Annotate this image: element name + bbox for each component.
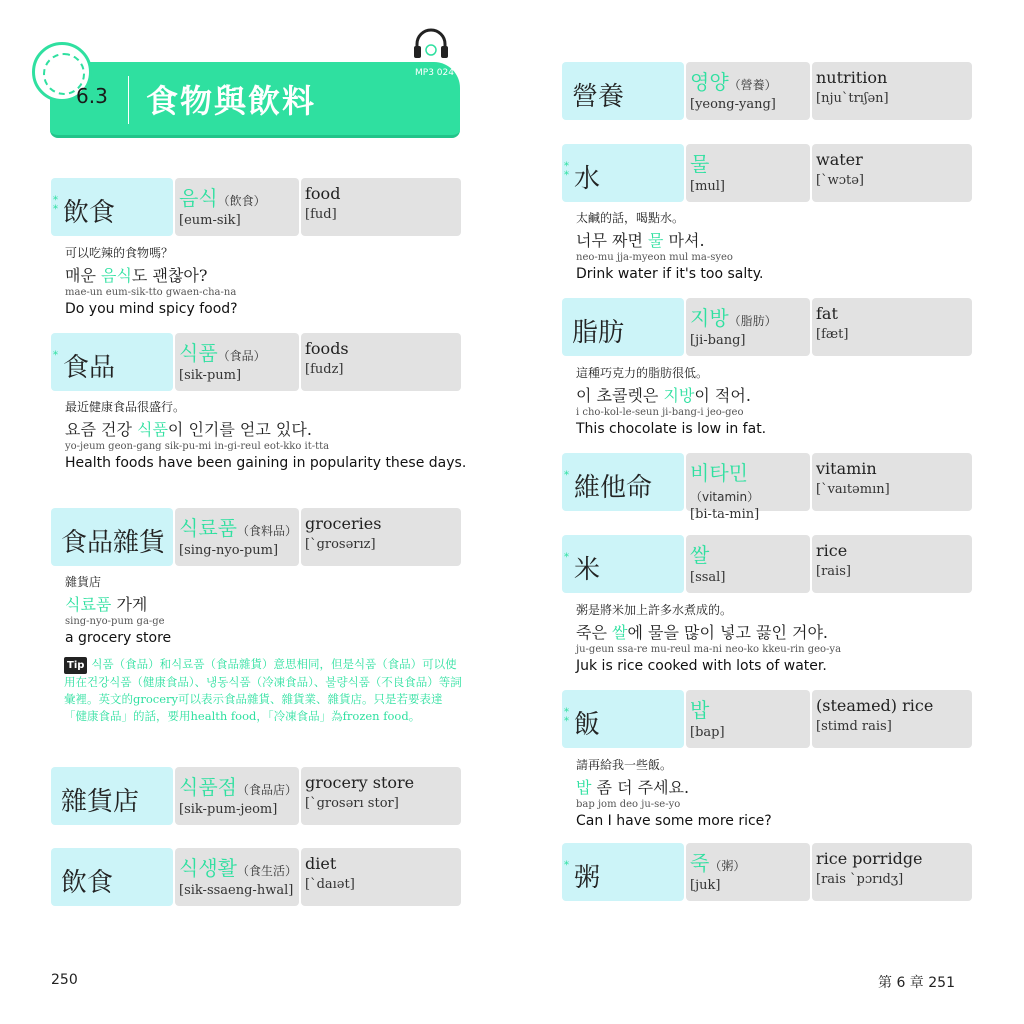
hanzi-cell — [562, 535, 684, 593]
header-divider — [128, 76, 129, 124]
phonetic: [nju`trıʃən] — [816, 91, 889, 106]
english-cell — [812, 690, 972, 748]
example-romanization: mae-un eum-sik-tto gwaen-cha-na — [65, 287, 237, 298]
romanization: [juk] — [690, 878, 721, 893]
phonetic: [fudz] — [305, 362, 344, 377]
english-word: rice — [816, 541, 848, 560]
romanization: [sik-ssaeng-hwal] — [179, 883, 294, 898]
hangul-word: 음식 — [179, 186, 218, 210]
example-romanization: i cho-kol-le-seun ji-bang-i jeo-geo — [576, 407, 744, 418]
hanzi-cell — [562, 453, 684, 511]
hanja-note: （粥） — [709, 859, 746, 873]
hanzi-cell — [562, 144, 684, 202]
english-word: vitamin — [816, 459, 877, 478]
hanja-note: （營養） — [728, 78, 777, 92]
korean-cell — [175, 767, 299, 825]
vocab-entry — [562, 690, 972, 748]
example-sentence — [576, 756, 986, 831]
importance-star-icon: * * — [564, 161, 569, 181]
romanization: [sing-nyo-pum] — [179, 543, 279, 558]
vocab-entry — [51, 767, 461, 825]
tip-badge: Tip — [64, 657, 87, 674]
example-chinese: 最近健康食品很盛行。 — [65, 400, 186, 414]
english-cell — [812, 144, 972, 202]
example-korean-post: 이 인기를 얻고 있다. — [167, 420, 312, 439]
example-chinese: 請再給我一些飯。 — [576, 758, 673, 772]
korean-cell — [686, 453, 810, 522]
example-korean-highlight: 지방 — [663, 386, 695, 405]
example-sentence — [65, 244, 475, 319]
example-korean — [65, 592, 475, 615]
english-word: nutrition — [816, 68, 888, 87]
romanization: [ssal] — [690, 570, 726, 585]
example-korean-highlight: 식품 — [137, 420, 168, 439]
example-korean-post: 마셔. — [663, 231, 705, 250]
phonetic: [`grosərız] — [305, 537, 376, 552]
vocab-entry — [562, 453, 972, 522]
example-english: a grocery store — [65, 630, 172, 646]
hanzi-word: 食品雜貨 — [61, 528, 166, 558]
hanzi-word: 水 — [574, 164, 601, 194]
example-sentence — [65, 398, 475, 473]
english-word: diet — [305, 854, 337, 873]
korean-cell — [175, 178, 299, 236]
example-korean-highlight: 쌀 — [612, 623, 628, 642]
korean-cell — [686, 298, 810, 356]
english-cell — [812, 535, 972, 593]
phonetic: [fud] — [305, 207, 337, 222]
example-korean — [65, 263, 475, 286]
mp3-label: MP3 024 — [415, 68, 454, 78]
example-sentence — [65, 573, 475, 648]
english-cell — [812, 62, 972, 120]
phonetic: [`vaıtəmın] — [816, 482, 890, 497]
hanzi-word: 米 — [574, 555, 601, 585]
korean-cell — [175, 333, 299, 391]
example-korean-highlight: 음식 — [101, 266, 132, 285]
korean-cell — [175, 848, 299, 906]
english-cell — [812, 453, 972, 511]
example-korean-pre: 이 초콜렛은 — [576, 386, 664, 405]
example-romanization: neo-mu jja-myeon mul ma-syeo — [576, 252, 733, 263]
phonetic: [`wɔtə] — [816, 173, 864, 188]
example-korean — [576, 383, 986, 406]
section-title: 食物與飲料 — [146, 82, 317, 120]
example-korean — [576, 228, 986, 251]
hanzi-word: 飲食 — [61, 868, 114, 898]
romanization: [sik-pum-jeom] — [179, 802, 278, 817]
english-cell — [301, 178, 461, 236]
hangul-word: 쌀 — [690, 543, 710, 567]
headphone-icon[interactable] — [412, 28, 450, 60]
example-korean-highlight: 식료품 — [65, 595, 112, 614]
korean-cell — [686, 144, 810, 202]
hanja-note: （食生活） — [236, 864, 297, 878]
example-korean — [576, 620, 986, 643]
english-word: water — [816, 150, 863, 169]
importance-star-icon: * — [564, 860, 569, 871]
importance-star-icon: * — [564, 470, 569, 481]
example-korean — [65, 417, 475, 440]
example-korean-post: 이 적어. — [694, 386, 751, 405]
example-chinese: 雜貨店 — [65, 575, 102, 589]
example-korean-highlight: 물 — [648, 231, 664, 250]
tip-box — [64, 656, 462, 725]
english-cell — [301, 333, 461, 391]
english-cell — [301, 508, 461, 566]
example-romanization: sing-nyo-pum ga-ge — [65, 616, 165, 627]
english-cell — [301, 848, 461, 906]
hangul-word: 식품 — [179, 341, 218, 365]
romanization: [yeong-yang] — [690, 97, 776, 112]
example-english: Do you mind spicy food? — [65, 301, 238, 317]
korean-cell — [686, 62, 810, 120]
romanization: [bap] — [690, 725, 725, 740]
hanzi-cell — [562, 690, 684, 748]
phonetic: [rais `pɔrıdʒ] — [816, 872, 904, 887]
english-word: foods — [305, 339, 349, 358]
hanja-note: （飲食） — [217, 194, 266, 208]
romanization: [mul] — [690, 179, 726, 194]
hangul-word: 죽 — [690, 851, 710, 875]
english-word: food — [305, 184, 341, 203]
example-romanization: ju-geun ssa-re mu-reul ma-ni neo-ko kkeu-rin geo-ya — [576, 644, 842, 655]
vocab-entry — [51, 848, 461, 906]
hanzi-cell — [562, 843, 684, 901]
hanzi-cell — [51, 767, 173, 825]
english-word: rice porridge — [816, 849, 923, 868]
hanzi-word: 脂肪 — [572, 318, 625, 348]
english-word: grocery store — [305, 773, 415, 792]
importance-star-icon: * — [564, 552, 569, 563]
hanzi-word: 營養 — [572, 82, 625, 112]
example-romanization: yo-jeum geon-gang sik-pu-mi in-gi-reul eot-kko it-tta — [65, 441, 330, 452]
section-header — [50, 62, 460, 138]
example-korean-highlight: 밥 — [576, 778, 592, 797]
english-word: groceries — [305, 514, 382, 533]
example-korean-post: 좀 더 주세요. — [591, 778, 690, 797]
english-word: fat — [816, 304, 838, 323]
hanzi-word: 飯 — [574, 710, 601, 740]
hanzi-cell — [51, 178, 173, 236]
example-english: Can I have some more rice? — [576, 813, 772, 829]
example-korean-pre: 죽은 — [576, 623, 612, 642]
example-sentence — [576, 364, 986, 439]
phonetic: [stimd rais] — [816, 719, 892, 734]
vocab-entry — [51, 333, 461, 391]
phonetic: [`daıət] — [305, 877, 355, 892]
vocab-entry — [562, 843, 972, 901]
hangul-word: 밥 — [690, 698, 710, 722]
english-cell — [812, 298, 972, 356]
example-korean-pre: 요즘 건강 — [65, 420, 137, 439]
hangul-word: 식료품 — [179, 516, 237, 540]
hangul-word: 식품점 — [179, 775, 237, 799]
tip-text: 식품（食品）和식료품（食品雜貨）意思相同，但是식품（食品）可以使用在건강식품（健康食品）、냉동식품（冷凍食品）、불량식품（不良食品）等詞彙裡。英文的grocery可以表示食品雜貨、雜貨業、雜貨店。只是若要表達「健康食品」的話，要用health food，「冷凍食品」為frozen food。 — [64, 657, 462, 723]
page-number-right: 第 6 章 251 — [878, 975, 955, 991]
hanzi-cell — [51, 848, 173, 906]
phonetic: [`grosərı stor] — [305, 796, 399, 811]
importance-star-icon: * * — [564, 707, 569, 727]
example-korean-post: 가게 — [111, 595, 148, 614]
importance-star-icon: * — [53, 350, 58, 361]
hanja-note: （脂肪） — [728, 314, 777, 328]
example-english: Juk is rice cooked with lots of water. — [576, 658, 827, 674]
example-sentence — [576, 601, 986, 676]
example-chinese: 太鹹的話，喝點水。 — [576, 211, 685, 225]
romanization: [sik-pum] — [179, 368, 242, 383]
hanja-note: （食品店） — [236, 783, 297, 797]
vocab-entry — [562, 298, 972, 356]
example-english: Health foods have been gaining in popularity these days. — [65, 455, 467, 471]
example-english: This chocolate is low in fat. — [576, 421, 767, 437]
hanzi-cell — [562, 298, 684, 356]
hanzi-word: 粥 — [574, 863, 601, 893]
hangul-word: 지방 — [690, 306, 729, 330]
korean-cell — [175, 508, 299, 566]
example-english: Drink water if it's too salty. — [576, 266, 764, 282]
hanzi-word: 維他命 — [574, 473, 653, 503]
example-sentence — [576, 209, 986, 284]
vocab-entry — [562, 62, 972, 120]
hangul-word: 물 — [690, 152, 710, 176]
hanzi-word: 飲食 — [63, 198, 116, 228]
hanzi-word: 食品 — [63, 353, 116, 383]
romanization: [eum-sik] — [179, 213, 241, 228]
korean-cell — [686, 843, 810, 901]
romanization: [ji-bang] — [690, 333, 746, 348]
hanzi-cell — [51, 508, 173, 566]
example-chinese: 粥是將米加上許多水煮成的。 — [576, 603, 733, 617]
english-word: (steamed) rice — [816, 696, 934, 715]
english-cell — [301, 767, 461, 825]
korean-cell — [686, 535, 810, 593]
example-korean-pre: 매운 — [65, 266, 101, 285]
hanzi-cell — [51, 333, 173, 391]
phonetic: [fæt] — [816, 327, 849, 342]
vocab-entry — [562, 144, 972, 202]
hanzi-cell — [562, 62, 684, 120]
example-korean-post: 에 물을 많이 넣고 끓인 거야. — [627, 623, 829, 642]
vocab-entry — [51, 178, 461, 236]
english-cell — [812, 843, 972, 901]
example-chinese: 可以吃辣的食物嗎？ — [65, 246, 174, 260]
hanja-note: （食品） — [217, 349, 266, 363]
vocab-entry — [51, 508, 461, 566]
example-korean — [576, 775, 986, 798]
romanization: [bi-ta-min] — [690, 507, 760, 522]
phonetic: [rais] — [816, 564, 851, 579]
hanja-note: （食料品） — [236, 524, 297, 538]
section-number: 6.3 — [76, 84, 108, 108]
example-romanization: bap jom deo ju-se-yo — [576, 799, 681, 810]
hangul-word: 식생활 — [179, 856, 237, 880]
page-number-left: 250 — [51, 972, 78, 988]
hanja-note: （vitamin） — [690, 490, 760, 504]
korean-cell — [686, 690, 810, 748]
hangul-word: 영양 — [690, 70, 729, 94]
example-korean-pre: 너무 짜면 — [576, 231, 648, 250]
vocab-entry — [562, 535, 972, 593]
example-chinese: 這種巧克力的脂肪很低。 — [576, 366, 709, 380]
importance-star-icon: * * — [53, 195, 58, 215]
example-korean-post: 도 괜찮아? — [131, 266, 208, 285]
hanzi-word: 雜貨店 — [61, 787, 140, 817]
hangul-word: 비타민 — [690, 461, 748, 485]
